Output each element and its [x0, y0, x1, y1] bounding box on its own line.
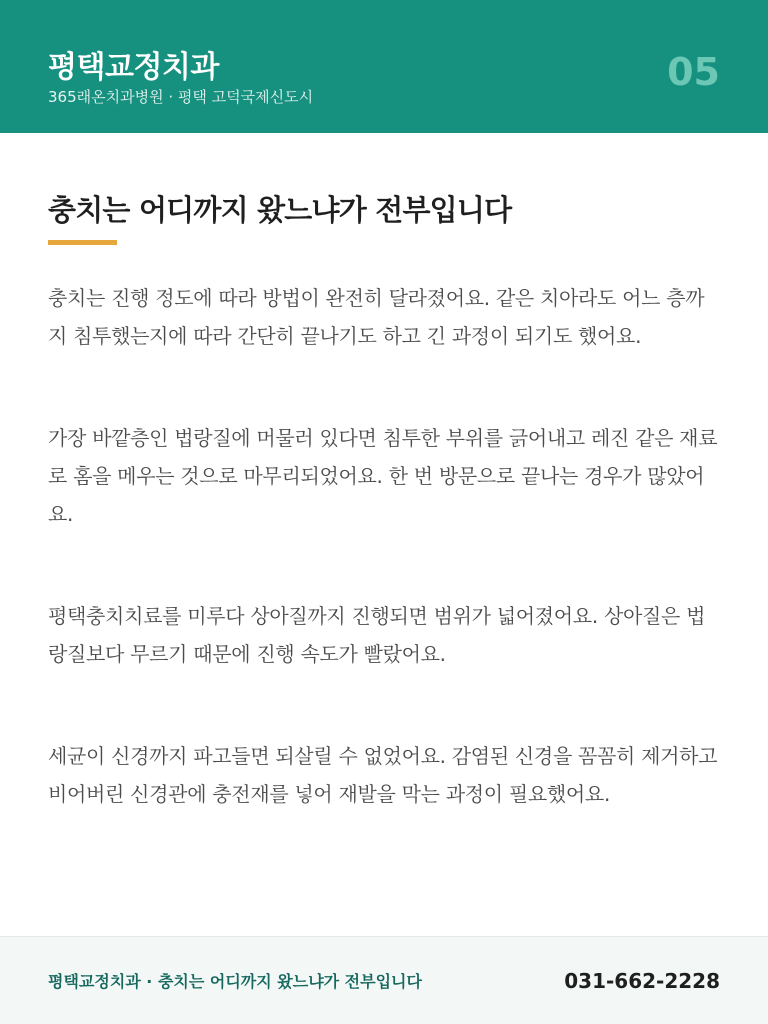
phone-number: 031-662-2228	[564, 969, 720, 993]
header-banner	[0, 0, 768, 133]
clinic-subtitle: 365래온치과병원 · 평택 고덕국제신도시	[48, 88, 314, 106]
article-body	[48, 279, 720, 813]
brand-name: 평택교정치과	[48, 50, 219, 85]
paragraph-2: 가장 바깥층인 법랑질에 머물러 있다면 침투한 부위를 긁어내고 레진 같은 재료로 홈을 메우는 것으로 마무리되었어요. 한 번 방문으로 끝나는 경우가 많았어요.	[48, 426, 718, 526]
title-underline	[48, 240, 117, 245]
footer-bar	[0, 936, 768, 1024]
paragraph-1: 충치는 진행 정도에 따라 방법이 완전히 달라졌어요. 같은 치아라도 어느 층까지 침투했는지에 따라 간단히 끝나기도 하고 긴 과정이 되기도 했어요.	[48, 286, 705, 348]
paragraph-4: 세균이 신경까지 파고들면 되살릴 수 없었어요. 감염된 신경을 꼼꼼히 제거하고 비어버린 신경관에 충전재를 넣어 재발을 막는 과정이 필요했어요.	[48, 744, 718, 806]
paragraph-3: 평택충치치료를 미루다 상아질까지 진행되면 범위가 넓어졌어요. 상아질은 법랑질보다 무르기 때문에 진행 속도가 빨랐어요.	[48, 604, 706, 666]
footer-caption: 평택교정치과 · 충치는 어디까지 왔느냐가 전부입니다	[48, 972, 422, 991]
article-title: 충치는 어디까지 왔느냐가 전부입니다	[48, 193, 512, 227]
page-number: 05	[667, 50, 720, 94]
